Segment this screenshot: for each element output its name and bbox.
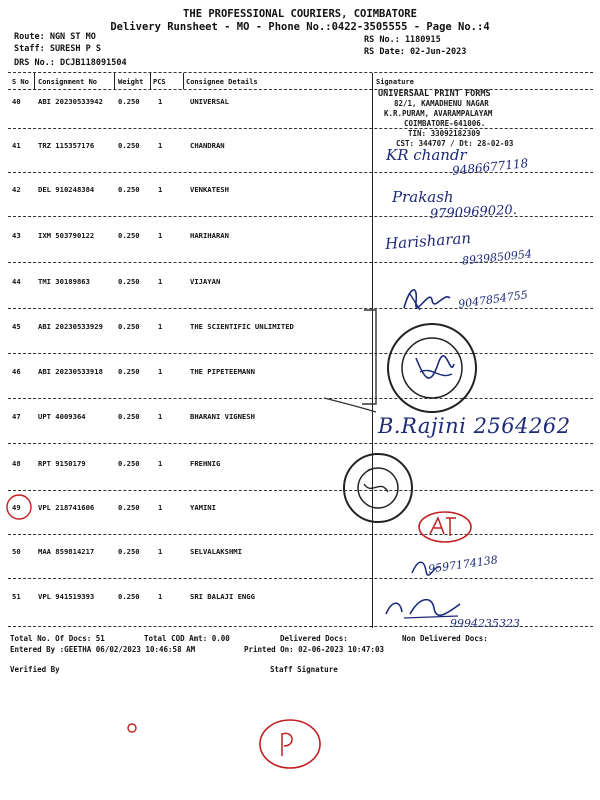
row-pcs: 1 <box>158 459 163 468</box>
red-circle-bottom <box>256 716 326 772</box>
row-weight: 0.250 <box>118 185 140 194</box>
non-delivered-docs: Non Delivered Docs: <box>402 634 488 643</box>
verified-by: Verified By <box>10 665 60 674</box>
stamp-line: UNIVERSAAL PRINT FORMS <box>378 89 491 99</box>
row-consignee: BHARANI VIGNESH <box>190 412 255 421</box>
row-weight: 0.250 <box>118 412 140 421</box>
row-pcs: 1 <box>158 277 163 286</box>
red-dot-mark <box>122 718 142 738</box>
row-consignment: IXM 503790122 <box>38 231 95 240</box>
row-consignment: ABI 20230533929 <box>38 322 103 331</box>
round-stamp-frehnig <box>336 448 422 528</box>
row-rule <box>8 534 593 535</box>
row-sno: 42 <box>12 185 21 194</box>
row-consignment: RPT 9150179 <box>38 459 86 468</box>
phone-row-51: 9994235323 <box>450 617 520 630</box>
col-divider <box>183 73 184 89</box>
row-pcs: 1 <box>158 412 163 421</box>
col-consignee: Consignee Details <box>186 78 258 86</box>
col-pcs: PCS <box>153 78 166 86</box>
row-consignment: VPL 218741606 <box>38 503 95 512</box>
row-pcs: 1 <box>158 592 163 601</box>
stamp-line: 82/1, KAMADHENU NAGAR <box>394 99 489 108</box>
row-sno: 46 <box>12 367 21 376</box>
phone-row-50: 9597174138 <box>427 553 499 576</box>
row-consignment: DEL 910248384 <box>38 185 95 194</box>
col-weight: Weight <box>118 78 144 86</box>
stamp-line: COIMBATORE-641006. <box>404 119 486 128</box>
row-weight: 0.250 <box>118 322 140 331</box>
row-consignee: UNIVERSAL <box>190 97 229 106</box>
red-circle-row-49 <box>4 492 34 522</box>
row-pcs: 1 <box>158 322 163 331</box>
red-circled-note <box>416 508 474 546</box>
universal-stamp <box>378 89 513 149</box>
phone-row-41: 9486677118 <box>451 156 529 178</box>
row-sno: 49 <box>12 503 21 512</box>
row-consignment: UPT 4009364 <box>38 412 86 421</box>
row-sno: 41 <box>12 141 21 150</box>
row-weight: 0.250 <box>118 547 140 556</box>
row-rule <box>8 443 593 444</box>
row-sno: 40 <box>12 97 21 106</box>
staff-label: Staff: SURESH P S <box>14 44 101 54</box>
col-divider <box>150 73 151 89</box>
header-top-rule <box>8 72 593 73</box>
row-weight: 0.250 <box>118 97 140 106</box>
row-weight: 0.250 <box>118 367 140 376</box>
row-sno: 43 <box>12 231 21 240</box>
row-consignment: TRZ 115357176 <box>38 141 95 150</box>
row-sno: 45 <box>12 322 21 331</box>
row-consignee: HARIHARAN <box>190 231 229 240</box>
signature-row-47: B.Rajini 2564262 <box>378 414 571 438</box>
row-weight: 0.250 <box>118 459 140 468</box>
row-consignment: ABI 20230533942 <box>38 97 103 106</box>
rs-number: RS No.: 1180915 <box>364 35 441 45</box>
row-pcs: 1 <box>158 185 163 194</box>
row-rule <box>8 398 593 399</box>
row-consignee: VIJAYAN <box>190 277 221 286</box>
col-divider <box>114 73 115 89</box>
stamp-line: K.R.PURAM, AVARAMPALAYAM <box>384 109 493 118</box>
route-label: Route: NGN ST MO <box>14 32 96 42</box>
rs-date: RS Date: 02-Jun-2023 <box>364 47 467 57</box>
phone-row-43: 8939850954 <box>461 247 533 268</box>
col-consignment: Consignment No <box>38 78 98 86</box>
row-pcs: 1 <box>158 503 163 512</box>
row-pcs: 1 <box>158 231 163 240</box>
entered-by: Entered By :GEETHA 06/02/2023 10:46:58 AM <box>10 645 196 654</box>
phone-row-42: 9790969020. <box>429 202 518 223</box>
row-weight: 0.250 <box>118 141 140 150</box>
row-pcs: 1 <box>158 547 163 556</box>
staff-signature: Staff Signature <box>270 665 338 674</box>
row-rule <box>8 490 593 491</box>
row-weight: 0.250 <box>118 277 140 286</box>
row-consignee: YAMINI <box>190 503 216 512</box>
printed-on: Printed On: 02-06-2023 10:47:03 <box>244 645 384 654</box>
row-pcs: 1 <box>158 367 163 376</box>
delivered-docs: Delivered Docs: <box>280 634 348 643</box>
company-title: THE PROFESSIONAL COURIERS, COIMBATORE <box>183 8 417 20</box>
row-rule <box>8 353 593 354</box>
row-pcs: 1 <box>158 141 163 150</box>
phone-row-44: 9047854755 <box>457 288 529 311</box>
row-consignee: THE PIPETEEMANN <box>190 367 255 376</box>
row-consignee: THE SCIENTIFIC UNLIMITED <box>190 322 294 331</box>
drs-number: DRS No.: DCJB118091504 <box>14 58 127 68</box>
col-sno: S No <box>12 78 29 86</box>
row-consignee: SRI BALAJI ENGG <box>190 592 255 601</box>
scribble-signature-row-44 <box>396 280 456 316</box>
row-sno: 51 <box>12 592 21 601</box>
row-sno: 50 <box>12 547 21 556</box>
signature-row-41: KR chandr <box>386 146 467 164</box>
row-weight: 0.250 <box>118 592 140 601</box>
row-weight: 0.250 <box>118 231 140 240</box>
total-cod: Total COD Amt: 0.00 <box>144 634 230 643</box>
row-pcs: 1 <box>158 97 163 106</box>
row-consignee: VENKATESH <box>190 185 229 194</box>
col-signature: Signature <box>376 78 414 86</box>
stamp-line: CST: 344707 / Dt: 28-02-03 <box>396 139 514 148</box>
row-consignee: SELVALAKSHMI <box>190 547 242 556</box>
arrow-mark <box>320 392 380 416</box>
row-rule <box>8 578 593 579</box>
row-sno: 44 <box>12 277 21 286</box>
row-sno: 47 <box>12 412 21 421</box>
total-docs: Total No. Of Docs: 51 <box>10 634 105 643</box>
row-consignment: MAA 859814217 <box>38 547 95 556</box>
runsheet-title: Delivery Runsheet - MO - Phone No.:0422-3505555 - Page No.:4 <box>110 21 490 33</box>
row-rule <box>8 308 593 309</box>
signature-row-43: Harisharan <box>384 229 472 253</box>
row-consignee: FREHNIG <box>190 459 221 468</box>
row-consignment: TMI 30189863 <box>38 277 90 286</box>
row-consignment: VPL 941519393 <box>38 592 95 601</box>
col-divider <box>34 73 35 89</box>
signature-row-42: Prakash <box>392 188 454 206</box>
round-stamp-scientific <box>380 318 490 418</box>
row-consignment: ABI 20230533918 <box>38 367 103 376</box>
row-consignee: CHANDRAN <box>190 141 225 150</box>
stamp-line: TIN: 33092182309 <box>408 129 481 138</box>
row-sno: 48 <box>12 459 21 468</box>
row-weight: 0.250 <box>118 503 140 512</box>
